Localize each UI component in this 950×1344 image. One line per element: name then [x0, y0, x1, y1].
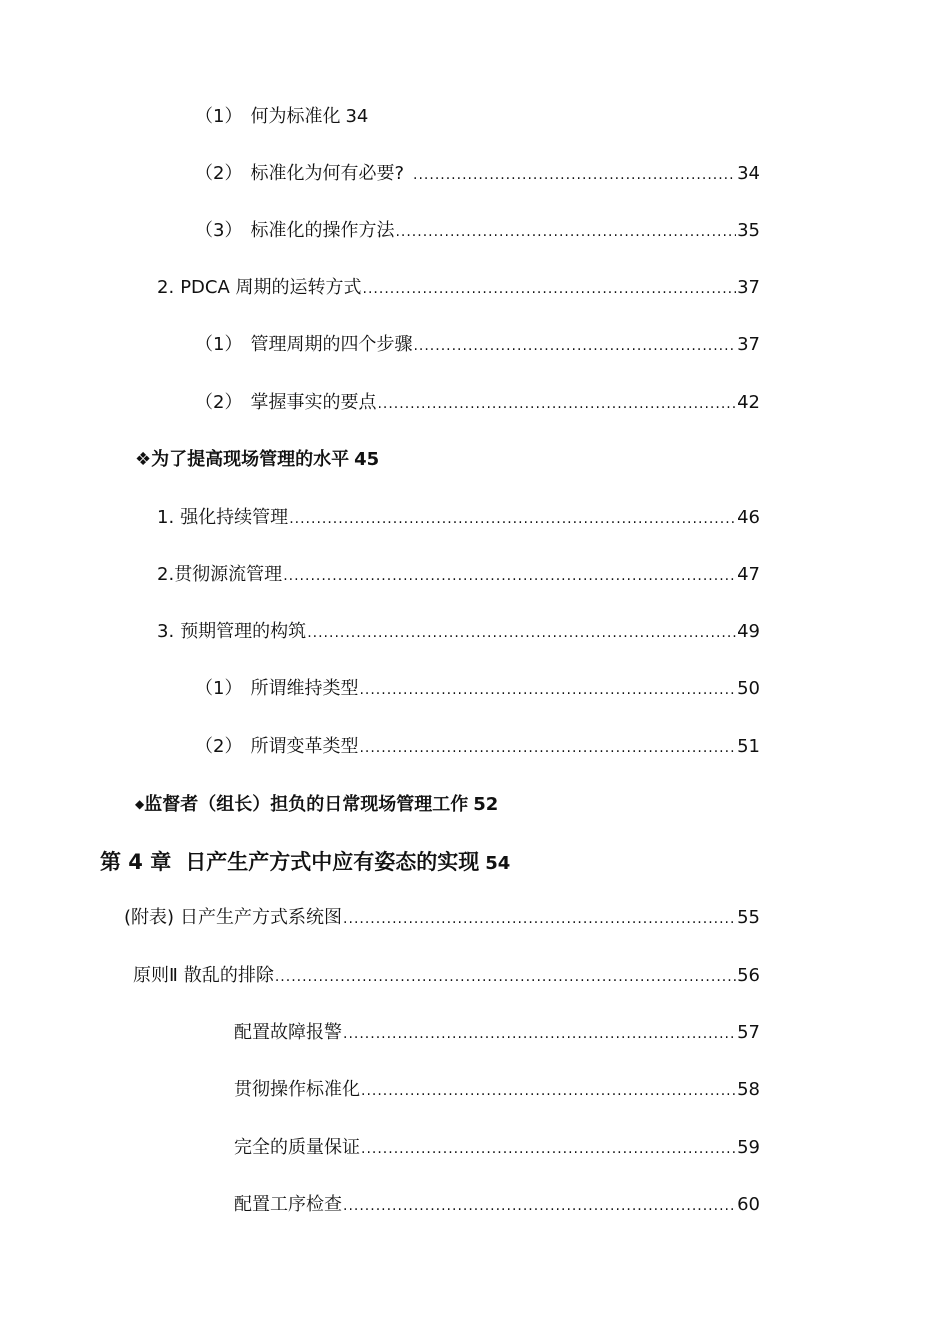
entry-page: 54	[485, 853, 511, 874]
entry-title: 贯彻源流管理	[174, 564, 283, 585]
toc-entry[interactable]	[195, 103, 368, 131]
entry-page: 58	[737, 1079, 760, 1100]
entry-number: （3）	[195, 220, 243, 241]
entry-number: （2）	[195, 392, 243, 413]
entry-page: 37	[737, 334, 760, 355]
entry-page: 51	[737, 736, 760, 757]
toc-entry[interactable]	[234, 1134, 760, 1162]
diamond-bullet-icon: ❖	[135, 449, 152, 470]
entry-page: 56	[737, 965, 760, 986]
entry-title: 所谓变革类型	[250, 736, 359, 757]
entry-title: 完全的质量保证	[234, 1137, 360, 1158]
dot-leader	[359, 676, 736, 704]
toc-entry[interactable]	[124, 904, 760, 932]
entry-title: 日产生产方式中应有姿态的实现	[185, 850, 480, 874]
entry-title: 日产生产方式系统图	[180, 907, 343, 928]
entry-number: 原则Ⅱ	[133, 965, 178, 986]
toc-entry[interactable]	[234, 1019, 760, 1047]
entry-title: PDCA 周期的运转方式	[180, 277, 362, 298]
entry-title: 管理周期的四个步骤	[250, 334, 413, 355]
entry-number: （1）	[195, 678, 243, 699]
dot-leader	[395, 218, 736, 246]
entry-title: 配置故障报警	[234, 1022, 342, 1043]
entry-page: 50	[737, 678, 760, 699]
entry-title: 所谓维持类型	[250, 678, 359, 699]
entry-number: 3.	[157, 621, 175, 642]
entry-page: 57	[737, 1022, 760, 1043]
diamond-bullet-icon: ◆	[135, 797, 145, 811]
toc-chapter-heading[interactable]	[100, 845, 510, 879]
toc-entry[interactable]	[157, 561, 760, 589]
entry-title: 散乱的排除	[183, 965, 274, 986]
entry-page: 52	[473, 794, 499, 815]
entry-number: 1.	[157, 507, 175, 528]
entry-number: （2）	[195, 163, 243, 184]
toc-entry[interactable]	[195, 217, 760, 245]
toc-entry[interactable]	[157, 504, 760, 532]
entry-title: 贯彻操作标准化	[234, 1079, 360, 1100]
entry-title: 标准化为何有必要?	[250, 163, 405, 184]
entry-page: 49	[737, 621, 760, 642]
entry-number: 2.	[157, 564, 175, 585]
entry-page: 46	[737, 507, 760, 528]
toc-entry[interactable]	[195, 389, 760, 417]
dot-leader	[363, 275, 737, 303]
chapter-number: 第 4 章	[100, 850, 172, 874]
entry-number: (附表)	[124, 907, 175, 928]
dot-leader	[361, 1077, 736, 1105]
dot-leader	[289, 505, 736, 533]
dot-leader	[283, 562, 736, 590]
entry-title: 配置工序检查	[234, 1194, 342, 1215]
entry-page: 45	[354, 449, 380, 470]
entry-page: 42	[737, 392, 760, 413]
toc-entry[interactable]	[157, 274, 760, 302]
entry-page: 55	[737, 907, 760, 928]
dot-leader	[361, 1135, 736, 1163]
entry-page: 34	[345, 106, 369, 127]
entry-title: 何为标准化	[250, 106, 341, 127]
dot-leader	[377, 390, 736, 418]
toc-entry[interactable]	[195, 733, 760, 761]
entry-title: 掌握事实的要点	[250, 392, 377, 413]
toc-entry[interactable]	[133, 962, 760, 990]
entry-number: 2.	[157, 277, 175, 298]
toc-entry[interactable]	[195, 675, 760, 703]
dot-leader	[343, 905, 736, 933]
entry-number: （2）	[195, 736, 243, 757]
entry-page: 37	[737, 277, 760, 298]
toc-section-heading[interactable]	[135, 446, 379, 474]
dot-leader	[343, 1020, 736, 1048]
dot-leader	[359, 734, 736, 762]
entry-number: （1）	[195, 106, 243, 127]
dot-leader	[307, 619, 736, 647]
dot-leader	[413, 332, 736, 360]
dot-leader	[413, 161, 736, 189]
toc-entry[interactable]	[157, 618, 760, 646]
entry-title: 为了提高现场管理的水平	[151, 449, 350, 470]
toc-section-heading[interactable]	[135, 790, 498, 818]
dot-leader	[275, 963, 736, 991]
entry-title: 强化持续管理	[180, 507, 289, 528]
toc-entry[interactable]	[234, 1076, 760, 1104]
entry-page: 47	[737, 564, 760, 585]
dot-leader	[343, 1192, 736, 1220]
entry-title: 预期管理的构筑	[180, 621, 307, 642]
entry-page: 34	[737, 163, 760, 184]
toc-entry[interactable]	[195, 160, 760, 188]
entry-page: 60	[737, 1194, 760, 1215]
entry-page: 35	[737, 220, 760, 241]
entry-title: 监督者（组长）担负的日常现场管理工作	[144, 794, 469, 815]
toc-entry[interactable]	[234, 1191, 760, 1219]
toc-entry[interactable]	[195, 331, 760, 359]
entry-page: 59	[737, 1137, 760, 1158]
entry-title: 标准化的操作方法	[250, 220, 395, 241]
entry-number: （1）	[195, 334, 243, 355]
